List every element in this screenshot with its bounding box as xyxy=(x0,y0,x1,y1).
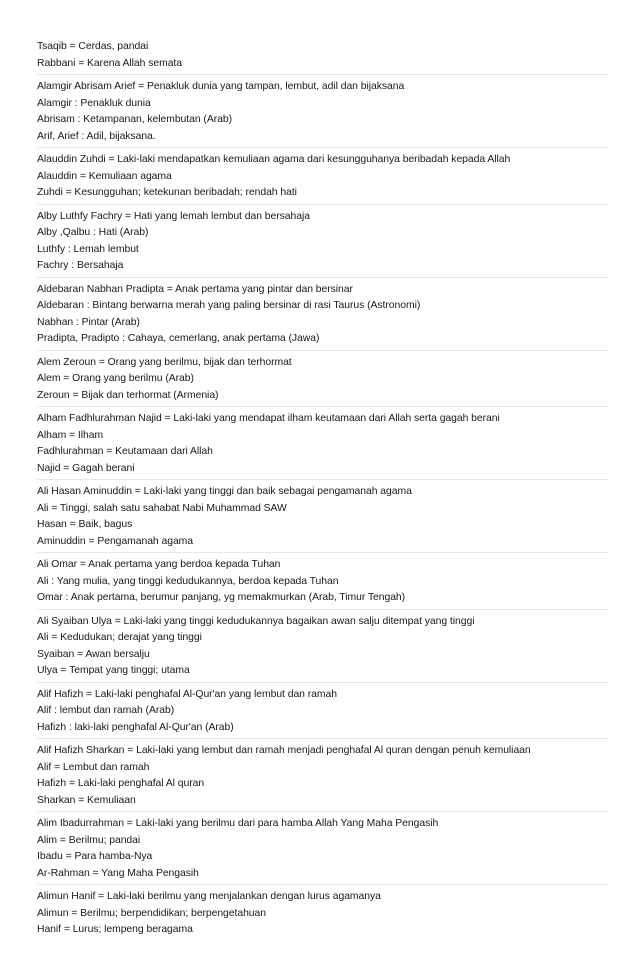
entry-line: Ali Hasan Aminuddin = Laki-laki yang tinggi dan baik sebagai pengamanah agama xyxy=(37,486,412,497)
entry-line: Tsaqib = Cerdas, pandai xyxy=(37,41,149,52)
name-entry xyxy=(37,687,607,740)
entry-line: Syaiban = Awan bersalju xyxy=(37,648,150,660)
entry-line: Alif = Lembut dan ramah xyxy=(37,761,150,773)
entry-line: Alby ,Qalbu : Hati (Arab) xyxy=(37,227,149,238)
entry-line: Ali : Yang mulia, yang tinggi kedudukannya, berdoa kepada Tuhan xyxy=(37,575,339,587)
entry-line: Aldebaran : Bintang berwarna merah yang paling bersinar di rasi Taurus (Astronomi) xyxy=(37,300,421,311)
entry-line: Ali Omar = Anak pertama yang berdoa kepada Tuhan xyxy=(37,559,281,570)
entry-line: Aldebaran Nabhan Pradipta = Anak pertama yang pintar dan bersinar xyxy=(37,283,353,295)
entry-line: Alauddin = Kemuliaan agama xyxy=(37,170,172,182)
entry-line: Ar-Rahman = Yang Maha Pengasih xyxy=(37,867,199,879)
name-entry xyxy=(37,79,607,148)
name-entry xyxy=(37,614,607,683)
entry-line: Alim Ibadurrahman = Laki-laki yang berilmu dari para hamba Allah Yang Maha Pengasih xyxy=(37,818,439,829)
entry-line: Ali = Tinggi, salah satu sahabat Nabi Muhammad SAW xyxy=(37,502,287,514)
entry-line: Najid = Gagah berani xyxy=(37,462,135,474)
entry-line: Ulya = Tempat yang tinggi; utama xyxy=(37,665,190,676)
entry-line: Alem Zeroun = Orang yang berilmu, bijak dan terhormat xyxy=(37,356,292,368)
entry-line: Hafizh : laki-laki penghafal Al-Qur'an (Arab) xyxy=(37,721,234,733)
name-entry xyxy=(37,355,607,408)
entry-line: Sharkan = Kemuliaan xyxy=(37,794,136,806)
entry-line: Alif Hafizh = Laki-laki penghafal Al-Qur'an yang lembut dan ramah xyxy=(37,688,337,700)
entry-line: Alamgir Abrisam Arief = Penakluk dunia yang tampan, lembut, adil dan bijaksana xyxy=(37,81,405,92)
entry-line: Alamgir : Penakluk dunia xyxy=(37,97,151,109)
entry-line: Alem = Orang yang berilmu (Arab) xyxy=(37,373,194,384)
entry-line: Ali = Kedudukan; derajat yang tinggi xyxy=(37,632,202,643)
entry-line: Alham Fadhlurahman Najid = Laki-laki yang mendapat ilham keutamaan dari Allah serta gagah berani xyxy=(37,413,500,424)
entry-line: Hasan = Baik, bagus xyxy=(37,519,133,530)
name-entry xyxy=(37,282,607,351)
entry-line: Omar : Anak pertama, berumur panjang, yg memakmurkan (Arab, Timur Tengah) xyxy=(37,592,406,603)
entry-line: Alif Hafizh Sharkan = Laki-laki yang lembut dan ramah menjadi penghafal Al quran dengan penuh kemuliaan xyxy=(37,745,531,756)
entry-line: Fachry : Bersahaja xyxy=(37,260,124,271)
entry-line: Arif, Arief : Adil, bijaksana. xyxy=(37,130,156,142)
name-entry xyxy=(37,411,607,480)
name-entry xyxy=(37,816,607,885)
entry-line: Alimun = Berilmu; berpendidikan; berpengetahuan xyxy=(37,907,266,919)
name-entry xyxy=(37,889,607,941)
entry-line: Luthfy : Lemah lembut xyxy=(37,243,139,255)
entry-line: Zeroun = Bijak dan terhormat (Armenia) xyxy=(37,389,219,401)
name-entry xyxy=(37,209,607,278)
entry-line: Rabbani = Karena Allah semata xyxy=(37,57,182,69)
name-entry xyxy=(37,743,607,812)
entry-line: Hafizh = Laki-laki penghafal Al quran xyxy=(37,778,205,789)
entry-line: Pradipta, Pradipto : Cahaya, cemerlang, anak pertama (Jawa) xyxy=(37,333,320,344)
entry-line: Abrisam : Ketampanan, kelembutan (Arab) xyxy=(37,114,232,125)
name-entry xyxy=(37,39,607,75)
name-entry xyxy=(37,484,607,553)
entry-line: Aminuddin = Pengamanah agama xyxy=(37,535,194,547)
entry-line: Alim = Berilmu; pandai xyxy=(37,834,141,846)
entry-line: Alby Luthfy Fachry = Hati yang lemah lembut dan bersahaja xyxy=(37,210,310,222)
entry-line: Zuhdi = Kesungguhan; ketekunan beribadah; rendah hati xyxy=(37,187,297,198)
entry-line: Alif : lembut dan ramah (Arab) xyxy=(37,705,175,716)
entry-line: Nabhan : Pintar (Arab) xyxy=(37,316,140,328)
entry-line: Hanif = Lurus; lempeng beragama xyxy=(37,924,193,935)
entry-line: Alham = Ilham xyxy=(37,429,104,441)
entry-line: Ibadu = Para hamba-Nya xyxy=(37,851,153,862)
name-entry xyxy=(37,152,607,205)
name-entry xyxy=(37,557,607,610)
entry-line: Alimun Hanif = Laki-laki berilmu yang menjalankan dengan lurus agamanya xyxy=(37,891,381,902)
entry-line: Alauddin Zuhdi = Laki-laki mendapatkan kemuliaan agama dari kesungguhanya beribadah kepada Allah xyxy=(37,154,511,165)
document-page xyxy=(37,39,607,945)
entry-line: Ali Syaiban Ulya = Laki-laki yang tinggi kedudukannya bagaikan awan salju ditempat yang tinggi xyxy=(37,615,475,627)
entry-line: Fadhlurahman = Keutamaan dari Allah xyxy=(37,446,213,457)
